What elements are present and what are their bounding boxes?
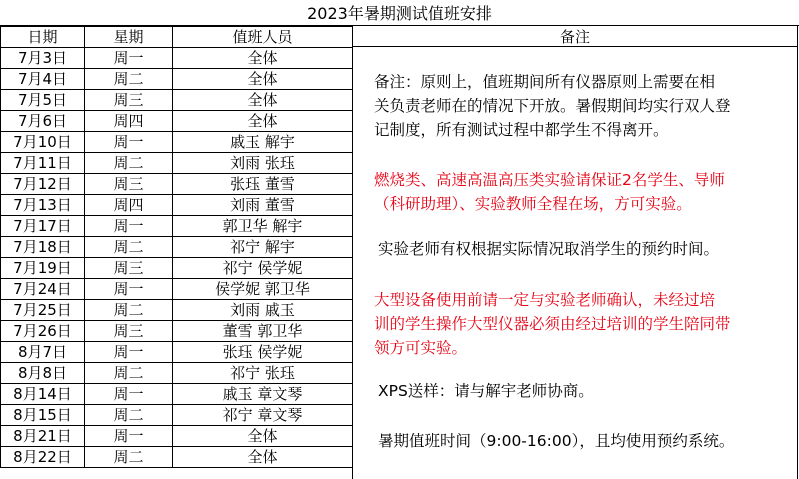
table-row bbox=[1, 153, 353, 174]
table-row bbox=[1, 405, 353, 426]
cell-weekday[interactable]: 周三 bbox=[85, 258, 173, 279]
cell-date[interactable]: 8月7日 bbox=[1, 342, 85, 363]
cell-staff[interactable]: 戚玉 解宇 bbox=[173, 132, 353, 153]
cell-date[interactable]: 7月4日 bbox=[1, 69, 85, 90]
cell-weekday[interactable]: 周二 bbox=[85, 405, 173, 426]
table-row bbox=[1, 48, 353, 69]
cell-weekday[interactable]: 周三 bbox=[85, 174, 173, 195]
cell-date[interactable]: 7月12日 bbox=[1, 174, 85, 195]
cell-date[interactable]: 7月10日 bbox=[1, 132, 85, 153]
cell-staff[interactable]: 祁宁 张珏 bbox=[173, 363, 353, 384]
cell-weekday[interactable]: 周三 bbox=[85, 90, 173, 111]
sheet-title: 2023年暑期测试值班安排 bbox=[0, 0, 799, 26]
table-row bbox=[1, 342, 353, 363]
note-line: 记制度，所有测试过程中都学生不得离开。 bbox=[374, 121, 669, 139]
cell-staff[interactable]: 刘雨 张珏 bbox=[173, 153, 353, 174]
cell-staff[interactable]: 刘雨 戚玉 bbox=[173, 300, 353, 321]
cell-staff[interactable]: 全体 bbox=[173, 111, 353, 132]
cell-staff[interactable]: 张珏 董雪 bbox=[173, 174, 353, 195]
cell-staff[interactable]: 刘雨 董雪 bbox=[173, 195, 353, 216]
cell-weekday[interactable]: 周二 bbox=[85, 153, 173, 174]
cell-date[interactable]: 8月8日 bbox=[1, 363, 85, 384]
cell-date[interactable]: 7月13日 bbox=[1, 195, 85, 216]
cell-weekday[interactable]: 周二 bbox=[85, 447, 173, 468]
note-general bbox=[374, 70, 731, 142]
cell-staff[interactable]: 全体 bbox=[173, 48, 353, 69]
table-row bbox=[1, 426, 353, 447]
note-line: XPS送样：请与解宇老师协商。 bbox=[378, 382, 594, 400]
note-line: 领方可实验。 bbox=[374, 339, 468, 357]
cell-weekday[interactable]: 周二 bbox=[85, 237, 173, 258]
table-row bbox=[1, 279, 353, 300]
cell-date[interactable]: 7月6日 bbox=[1, 111, 85, 132]
cell-date[interactable]: 8月21日 bbox=[1, 426, 85, 447]
table-row bbox=[1, 90, 353, 111]
cell-staff[interactable]: 郭卫华 解宇 bbox=[173, 216, 353, 237]
cell-weekday[interactable]: 周四 bbox=[85, 111, 173, 132]
cell-date[interactable]: 7月25日 bbox=[1, 300, 85, 321]
table-row bbox=[1, 258, 353, 279]
cell-date[interactable]: 7月26日 bbox=[1, 321, 85, 342]
table-row bbox=[1, 321, 353, 342]
cell-staff[interactable]: 祁宁 解宇 bbox=[173, 237, 353, 258]
note-line: 暑期值班时间（9:00-16:00），且均使用预约系统。 bbox=[378, 432, 735, 450]
note-combustion-warning bbox=[374, 168, 725, 216]
cell-staff[interactable]: 全体 bbox=[173, 447, 353, 468]
table-row bbox=[1, 195, 353, 216]
cell-weekday[interactable]: 周一 bbox=[85, 384, 173, 405]
cell-staff[interactable]: 全体 bbox=[173, 426, 353, 447]
cell-staff[interactable]: 侯学妮 郭卫华 bbox=[173, 279, 353, 300]
cell-date[interactable]: 7月5日 bbox=[1, 90, 85, 111]
schedule-table bbox=[0, 26, 353, 468]
note-xps bbox=[378, 379, 594, 403]
header-notes: 备注 bbox=[352, 26, 798, 47]
table-row bbox=[1, 237, 353, 258]
header-staff: 值班人员 bbox=[173, 27, 353, 48]
cell-staff[interactable]: 戚玉 章文琴 bbox=[173, 384, 353, 405]
cell-date[interactable]: 8月14日 bbox=[1, 384, 85, 405]
note-line: 燃烧类、高速高温高压类实验请保证2名学生、导师 bbox=[374, 171, 725, 189]
cell-date[interactable]: 7月17日 bbox=[1, 216, 85, 237]
cell-weekday[interactable]: 周一 bbox=[85, 132, 173, 153]
cell-date[interactable]: 8月15日 bbox=[1, 405, 85, 426]
note-cancel-right bbox=[378, 237, 719, 261]
cell-weekday[interactable]: 周二 bbox=[85, 363, 173, 384]
note-hours bbox=[378, 429, 734, 453]
header-weekday: 星期 bbox=[85, 27, 173, 48]
cell-weekday[interactable]: 周三 bbox=[85, 321, 173, 342]
cell-staff[interactable]: 董雪 郭卫华 bbox=[173, 321, 353, 342]
cell-staff[interactable]: 全体 bbox=[173, 90, 353, 111]
cell-weekday[interactable]: 周一 bbox=[85, 216, 173, 237]
table-row bbox=[1, 132, 353, 153]
table-row bbox=[1, 363, 353, 384]
table-row bbox=[1, 69, 353, 90]
note-line: 大型设备使用前请一定与实验老师确认，未经过培 bbox=[374, 291, 716, 309]
cell-weekday[interactable]: 周二 bbox=[85, 300, 173, 321]
cell-staff[interactable]: 祁宁 章文琴 bbox=[173, 405, 353, 426]
note-large-equipment-warning bbox=[374, 288, 731, 360]
note-line: 训的学生操作大型仪器必须由经过培训的学生陪同带 bbox=[374, 315, 731, 333]
table-row bbox=[1, 447, 353, 468]
cell-date[interactable]: 7月19日 bbox=[1, 258, 85, 279]
header-date: 日期 bbox=[1, 27, 85, 48]
header-row bbox=[1, 27, 353, 48]
cell-date[interactable]: 7月24日 bbox=[1, 279, 85, 300]
note-line: 实验老师有权根据实际情况取消学生的预约时间。 bbox=[378, 240, 720, 258]
table-row bbox=[1, 300, 353, 321]
cell-weekday[interactable]: 周二 bbox=[85, 69, 173, 90]
cell-weekday[interactable]: 周一 bbox=[85, 279, 173, 300]
note-line: 备注：原则上，值班期间所有仪器原则上需要在相 bbox=[374, 73, 716, 91]
table-row bbox=[1, 111, 353, 132]
cell-staff[interactable]: 全体 bbox=[173, 69, 353, 90]
note-line: （科研助理）、实验教师全程在场，方可实验。 bbox=[374, 195, 692, 213]
cell-weekday[interactable]: 周四 bbox=[85, 195, 173, 216]
cell-date[interactable]: 7月3日 bbox=[1, 48, 85, 69]
note-line: 关负责老师在的情况下开放。暑假期间均实行双人登 bbox=[374, 97, 731, 115]
cell-date[interactable]: 8月22日 bbox=[1, 447, 85, 468]
cell-staff[interactable]: 祁宁 侯学妮 bbox=[173, 258, 353, 279]
cell-weekday[interactable]: 周一 bbox=[85, 48, 173, 69]
cell-weekday[interactable]: 周一 bbox=[85, 342, 173, 363]
table-row bbox=[1, 216, 353, 237]
cell-weekday[interactable]: 周一 bbox=[85, 426, 173, 447]
cell-date[interactable]: 7月11日 bbox=[1, 153, 85, 174]
table-row bbox=[1, 174, 353, 195]
cell-date[interactable]: 7月18日 bbox=[1, 237, 85, 258]
cell-staff[interactable]: 张珏 侯学妮 bbox=[173, 342, 353, 363]
table-row bbox=[1, 384, 353, 405]
